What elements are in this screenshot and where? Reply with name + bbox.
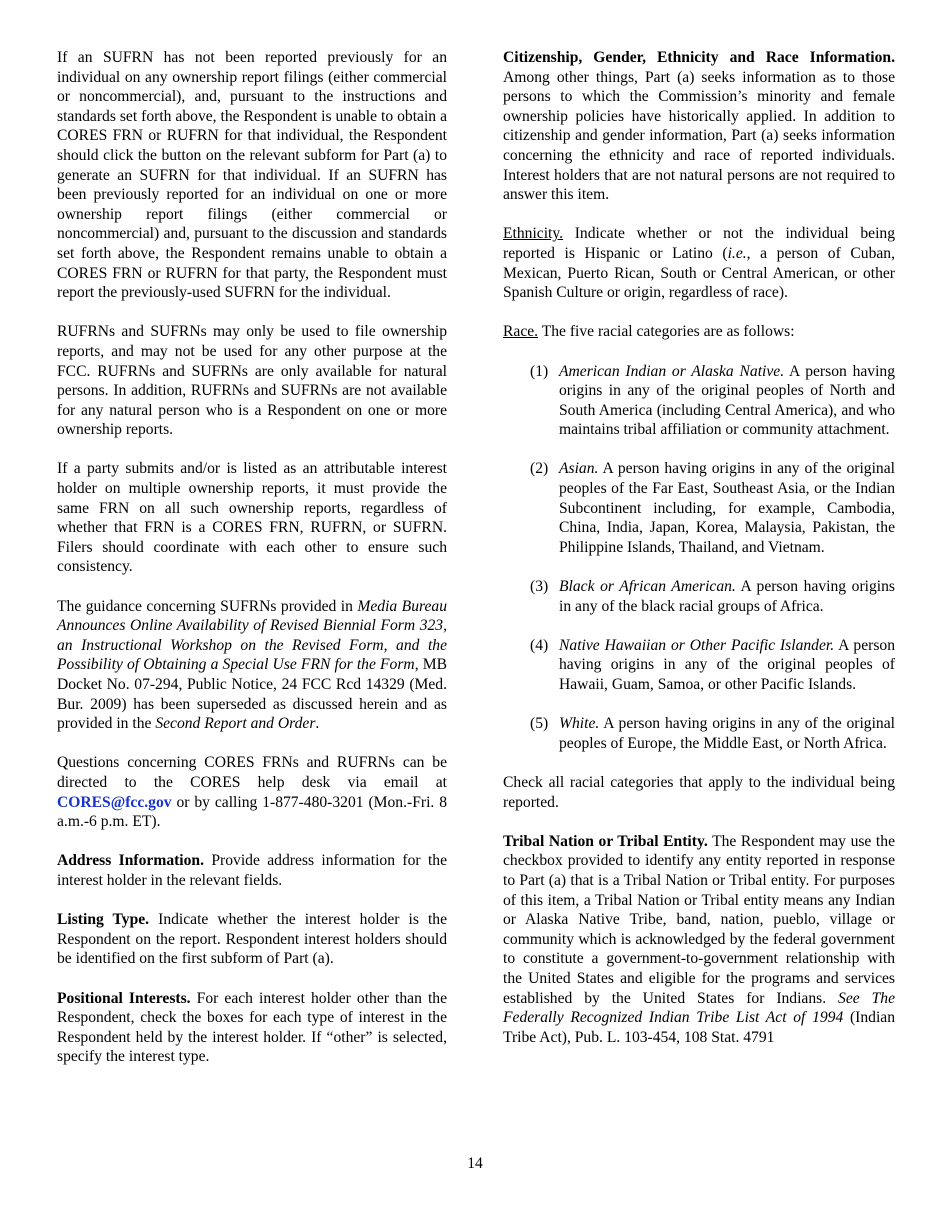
right-column — [503, 48, 895, 1067]
positional-interests-paragraph: Positional Interests. For each interest holder other than the Respondent, check the boxes for each type of interest in the Respondent held by the interest holder. If “other” is selected, specify the interest type. — [57, 989, 448, 1066]
race-item: (3) Black or African American. A person having origins in any of the black racial groups of Africa. — [530, 578, 895, 615]
tribe-list-act-citation: See The Federally Recognized Indian Tribe List Act of 1994 — [503, 989, 895, 1027]
check-categories-paragraph: Check all racial categories that apply to the individual being reported. — [503, 773, 895, 811]
tribal-nation-paragraph: Tribal Nation or Tribal Entity. The Respondent may use the checkbox provided to identify any entity reported in response to Part (a) that is a Tribal Nation or Tribal entity. For purposes of this item, a Tribal Nation or Tribal entity means any Indian or Alaska Native Tribe, band, nation, pueblo, village or community which is acknowledged by the federal government to constitute a government-to-government relationship with the United States and eligible for the programs and services established by the United States for Indians. See The Federally Recognized Indian Tribe List Act of 1994 (Indian Tribe Act), Pub. L. 103-454, 108 Stat. 4791 — [503, 832, 895, 1046]
left-column — [57, 48, 447, 1086]
positional-interests-heading: Positional Interests. — [57, 989, 191, 1007]
cores-help-paragraph: Questions concerning CORES FRNs and RUFRNs can be directed to the CORES help desk via email at CORES@fcc.gov or by calling 1-877-480-3201 (Mon.-Fri. 8 a.m.-6 p.m. ET). — [57, 754, 447, 831]
race-name: White. — [559, 715, 600, 733]
cores-email-link[interactable]: CORES@fcc.gov — [57, 793, 172, 811]
race-name: Asian. — [559, 460, 599, 478]
sufrn-paragraph: If an SUFRN has not been reported previously for an individual on any ownership report filings (either commercial or noncommercial), and, pursuant to the instructions and standards set forth above, the Respondent is unable to obtain a CORES FRN or RUFRN for that individual, the Respondent should click the button on the relevant subform for Part (a) to generate an SUFRN for that individual. If an SUFRN has been previously reported for an individual on one or more ownership report filings (either commercial or noncommercial) and, pursuant to the discussion and standards set forth above, the Respondent remains unable to obtain a CORES FRN or RUFRN for that party, the Respondent must report the previously-used SUFRN for the individual. — [57, 49, 447, 302]
race-number: (1) — [530, 362, 549, 380]
ethnicity-paragraph: Ethnicity. Indicate whether or not the individual being reported is Hispanic or Latino (i.e., a person of Cuban, Mexican, Puerto Rican, South or Central American, or other Spanish Culture or origin, regardless of race). — [503, 225, 895, 302]
multiple-reports-paragraph: If a party submits and/or is listed as an attributable interest holder on multiple ownership reports, it must provide the same FRN on all such ownership reports, regardless of whether that FRN is a CORES FRN, RUFRN, or SUFRN. Filers should coordinate with each other to ensure such consistency. — [57, 460, 447, 576]
address-information-heading: Address Information. — [57, 852, 205, 870]
race-item: (2) Asian. A person having origins in any of the original peoples of the Far East, Southeast Asia, or the Indian Subcontinent including, for example, Cambodia, China, India, Japan, Korea, Malaysia, Pakistan, the Philippine Islands, Thailand, and Vietnam. — [530, 460, 895, 556]
address-information-paragraph: Address Information. Provide address information for the interest holder in the relevant fields. — [57, 852, 447, 889]
page-number: 14 — [467, 1155, 483, 1172]
race-item: (1) American Indian or Alaska Native. A person having origins in any of the original peoples of North and South America (including Central America), and who maintains tribal affiliation or community attachment. — [530, 362, 896, 439]
race-number: (4) — [530, 636, 549, 654]
listing-type-heading: Listing Type. — [57, 911, 150, 929]
race-item: (4) Native Hawaiian or Other Pacific Islander. A person having origins in any of the original peoples of Hawaii, Guam, Samoa, or other Pacific Islands. — [530, 636, 895, 693]
race-number: (2) — [530, 460, 549, 478]
tribal-nation-heading: Tribal Nation or Tribal Entity. — [503, 832, 708, 850]
report-and-order-title: Second Report and Order — [155, 715, 316, 733]
race-item: (5) White. A person having origins in any of the original peoples of Europe, the Middle East, or North Africa. — [530, 715, 895, 752]
citizenship-heading: Citizenship, Gender, Ethnicity and Race Information. — [503, 49, 895, 66]
race-paragraph: Race. The five racial categories are as follows: — [503, 323, 795, 341]
sufrn-guidance-paragraph: The guidance concerning SUFRNs provided in Media Bureau Announces Online Availability of Revised Biennial Form 323, an Instructional Workshop on the Revised Form, and the Possibility of Obtaining a Special Use FRN for the Form, MB Docket No. 07-294, Public Notice, 24 FCC Rcd 14329 (Med. Bur. 2009) has been superseded as discussed herein and as provided in the Second Report and Order. — [57, 597, 448, 733]
race-name: American Indian or Alaska Native. — [559, 362, 785, 380]
race-number: (3) — [530, 578, 549, 596]
ethnicity-heading: Ethnicity. — [503, 225, 564, 243]
rufrn-usage-paragraph: RUFRNs and SUFRNs may only be used to file ownership reports, and may not be used for any other purpose at the FCC. RUFRNs and SUFRNs are only available for natural persons. In addition, RUFRNs and SUFRNs are not available for any natural person who is a Respondent on one or more ownership reports. — [57, 323, 447, 439]
race-name: Black or African American. — [559, 578, 736, 596]
race-heading: Race. — [503, 323, 539, 341]
citizenship-paragraph: Citizenship, Gender, Ethnicity and Race Information. Among other things, Part (a) seeks information as to those persons to which the Commission’s minority and female ownership policies have historically applied. In addition to citizenship and gender information, Part (a) seeks information concerning the ethnicity and race of reported individuals. Interest holders that are not natural persons are not required to answer this item. — [503, 49, 895, 204]
public-notice-title: Media Bureau Announces Online Availability of Revised Biennial Form 323, an Instructional Workshop on the Revised Form, and the Possibility of Obtaining a Special Use FRN for the Form — [57, 597, 448, 674]
race-name: Native Hawaiian or Other Pacific Islander. — [559, 636, 835, 654]
listing-type-paragraph: Listing Type. Indicate whether the interest holder is the Respondent on the report. Respondent interest holders should be identified on the first subform of Part (a). — [57, 911, 448, 968]
race-number: (5) — [530, 715, 549, 733]
